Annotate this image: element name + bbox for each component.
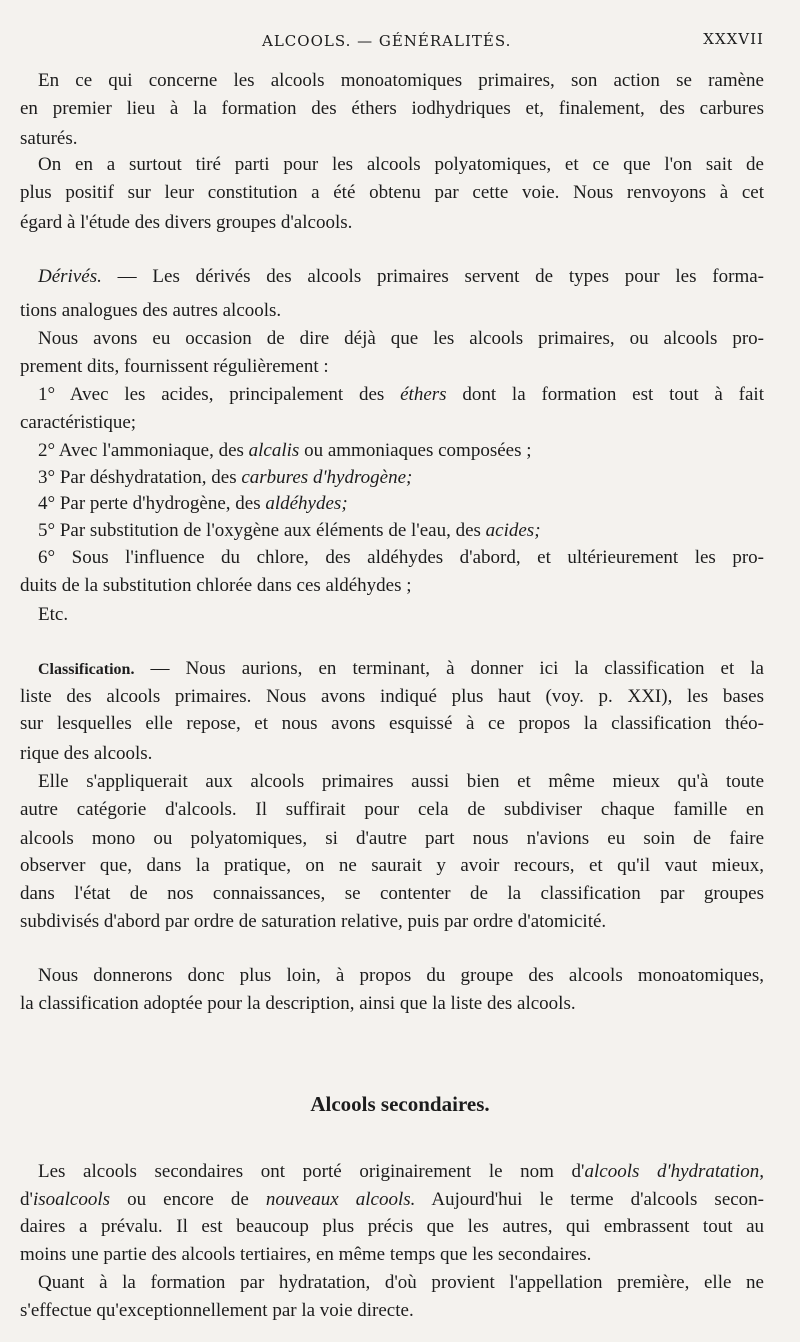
text-line: liste des alcools primaires. Nous avons indiqué plus haut (voy. p. XXI), les bases [20, 686, 764, 707]
list-text: dont la formation est tout à fait [446, 384, 764, 405]
text-line: dans l'état de nos connaissances, se contenter de la classification par groupes [20, 883, 764, 904]
list-item-cont: caractéristique; [20, 412, 137, 433]
text-line: Elle s'appliquerait aux alcools primaires aussi bien et même mieux qu'à toute [38, 771, 764, 792]
text-line: tions analogues des autres alcools. [20, 300, 282, 321]
list-item [38, 465, 764, 491]
list-item [38, 382, 764, 408]
text-line: rique des alcools. [20, 743, 153, 764]
list-term: alcalis [248, 440, 300, 461]
classification-line [38, 656, 764, 683]
text-line: égard à l'étude des divers groupes d'alcools. [20, 212, 353, 233]
list-term: carbures d'hydrogène; [241, 467, 413, 488]
text-line: Nous donnerons donc plus loin, à propos du groupe des alcools monoatomiques, [38, 965, 764, 986]
page-number: XXXVII [703, 30, 764, 48]
text-line: daires a prévalu. Il est beaucoup plus précis que les autres, qui embrassent tout au [20, 1216, 764, 1237]
derives-text: — Les dérivés des alcools primaires servent de types pour les forma- [101, 266, 764, 287]
text-line: plus positif sur leur constitution a été obtenu par cette voie. Nous renvoyons à cet [20, 182, 764, 203]
italic-term: alcools d'hydratation, [584, 1161, 764, 1182]
derives-line [38, 264, 764, 290]
text-line: Quant à la formation par hydratation, d'où provient l'appellation première, elle ne [38, 1272, 764, 1293]
list-etc: Etc. [38, 604, 69, 625]
text-line: la classification adoptée pour la description, ainsi que la liste des alcools. [20, 993, 576, 1014]
text-span: ou encore de [110, 1189, 266, 1210]
list-text: 2° Avec l'ammoniaque, des [38, 440, 249, 461]
text-span: Aujourd'hui le terme d'alcools secon- [415, 1189, 765, 1210]
list-item [38, 491, 764, 517]
list-item: 6° Sous l'influence du chlore, des aldéhydes d'abord, et ultérieurement les pro- [38, 547, 764, 568]
list-text: 4° Par perte d'hydrogène, des [38, 493, 266, 514]
classification-label: Classification. [38, 661, 135, 678]
text-line: On en a surtout tiré parti pour les alcools polyatomiques, et ce que l'on sait de [38, 154, 764, 175]
list-term: éthers [400, 384, 447, 405]
list-text: 3° Par déshydratation, des [38, 467, 242, 488]
text-line: en premier lieu à la formation des éthers iodhydriques et, finalement, des carbures [20, 98, 764, 119]
text-line [38, 1159, 764, 1185]
italic-term: isoalcools [32, 1189, 110, 1210]
list-term: acides; [485, 520, 541, 541]
italic-term: nouveaux alcools. [265, 1189, 416, 1210]
text-line: s'effectue qu'exceptionnellement par la voie directe. [20, 1300, 414, 1321]
text-line: observer que, dans la pratique, on ne saurait y avoir recours, et qu'il vaut mieux, [20, 855, 764, 876]
text-line: subdivisés d'abord par ordre de saturation relative, puis par ordre d'atomicité. [20, 911, 607, 932]
classification-text: — Nous aurions, en terminant, à donner ici la classification et la [134, 658, 764, 679]
text-line [20, 1187, 764, 1213]
running-header [0, 30, 800, 60]
list-text: ou ammoniaques composées ; [299, 440, 532, 461]
text-line: moins une partie des alcools tertiaires, en même temps que les secondaires. [20, 1244, 592, 1265]
list-item-cont: duits de la substitution chlorée dans ces aldéhydes ; [20, 575, 412, 596]
text-span: d' [20, 1189, 33, 1210]
text-line: alcools mono ou polyatomiques, si d'autre part nous n'avions eu soin de faire [20, 828, 764, 849]
list-text: 1° Avec les acides, principalement des [38, 384, 401, 405]
text-line: sur lesquelles elle repose, et nous avons esquissé à ce propos la classification théo- [20, 713, 764, 734]
list-term: aldéhydes; [265, 493, 348, 514]
list-item [38, 518, 764, 544]
text-span: Les alcools secondaires ont porté originairement le nom d' [38, 1161, 585, 1182]
section-heading: Alcools secondaires. [310, 1092, 490, 1116]
list-text: 5° Par substitution de l'oxygène aux éléments de l'eau, des [38, 520, 486, 541]
text-line: autre catégorie d'alcools. Il suffirait pour cela de subdiviser chaque famille en [20, 799, 764, 820]
header-title: ALCOOLS. — GÉNÉRALITÉS. [262, 32, 512, 50]
text-line: prement dits, fournissent régulièrement : [20, 356, 329, 377]
list-item [38, 438, 764, 464]
text-line: saturés. [20, 128, 78, 149]
text-line: Nous avons eu occasion de dire déjà que les alcools primaires, ou alcools pro- [38, 328, 764, 349]
derives-label: Dérivés. [38, 266, 102, 287]
text-line: En ce qui concerne les alcools monoatomiques primaires, son action se ramène [38, 70, 764, 91]
